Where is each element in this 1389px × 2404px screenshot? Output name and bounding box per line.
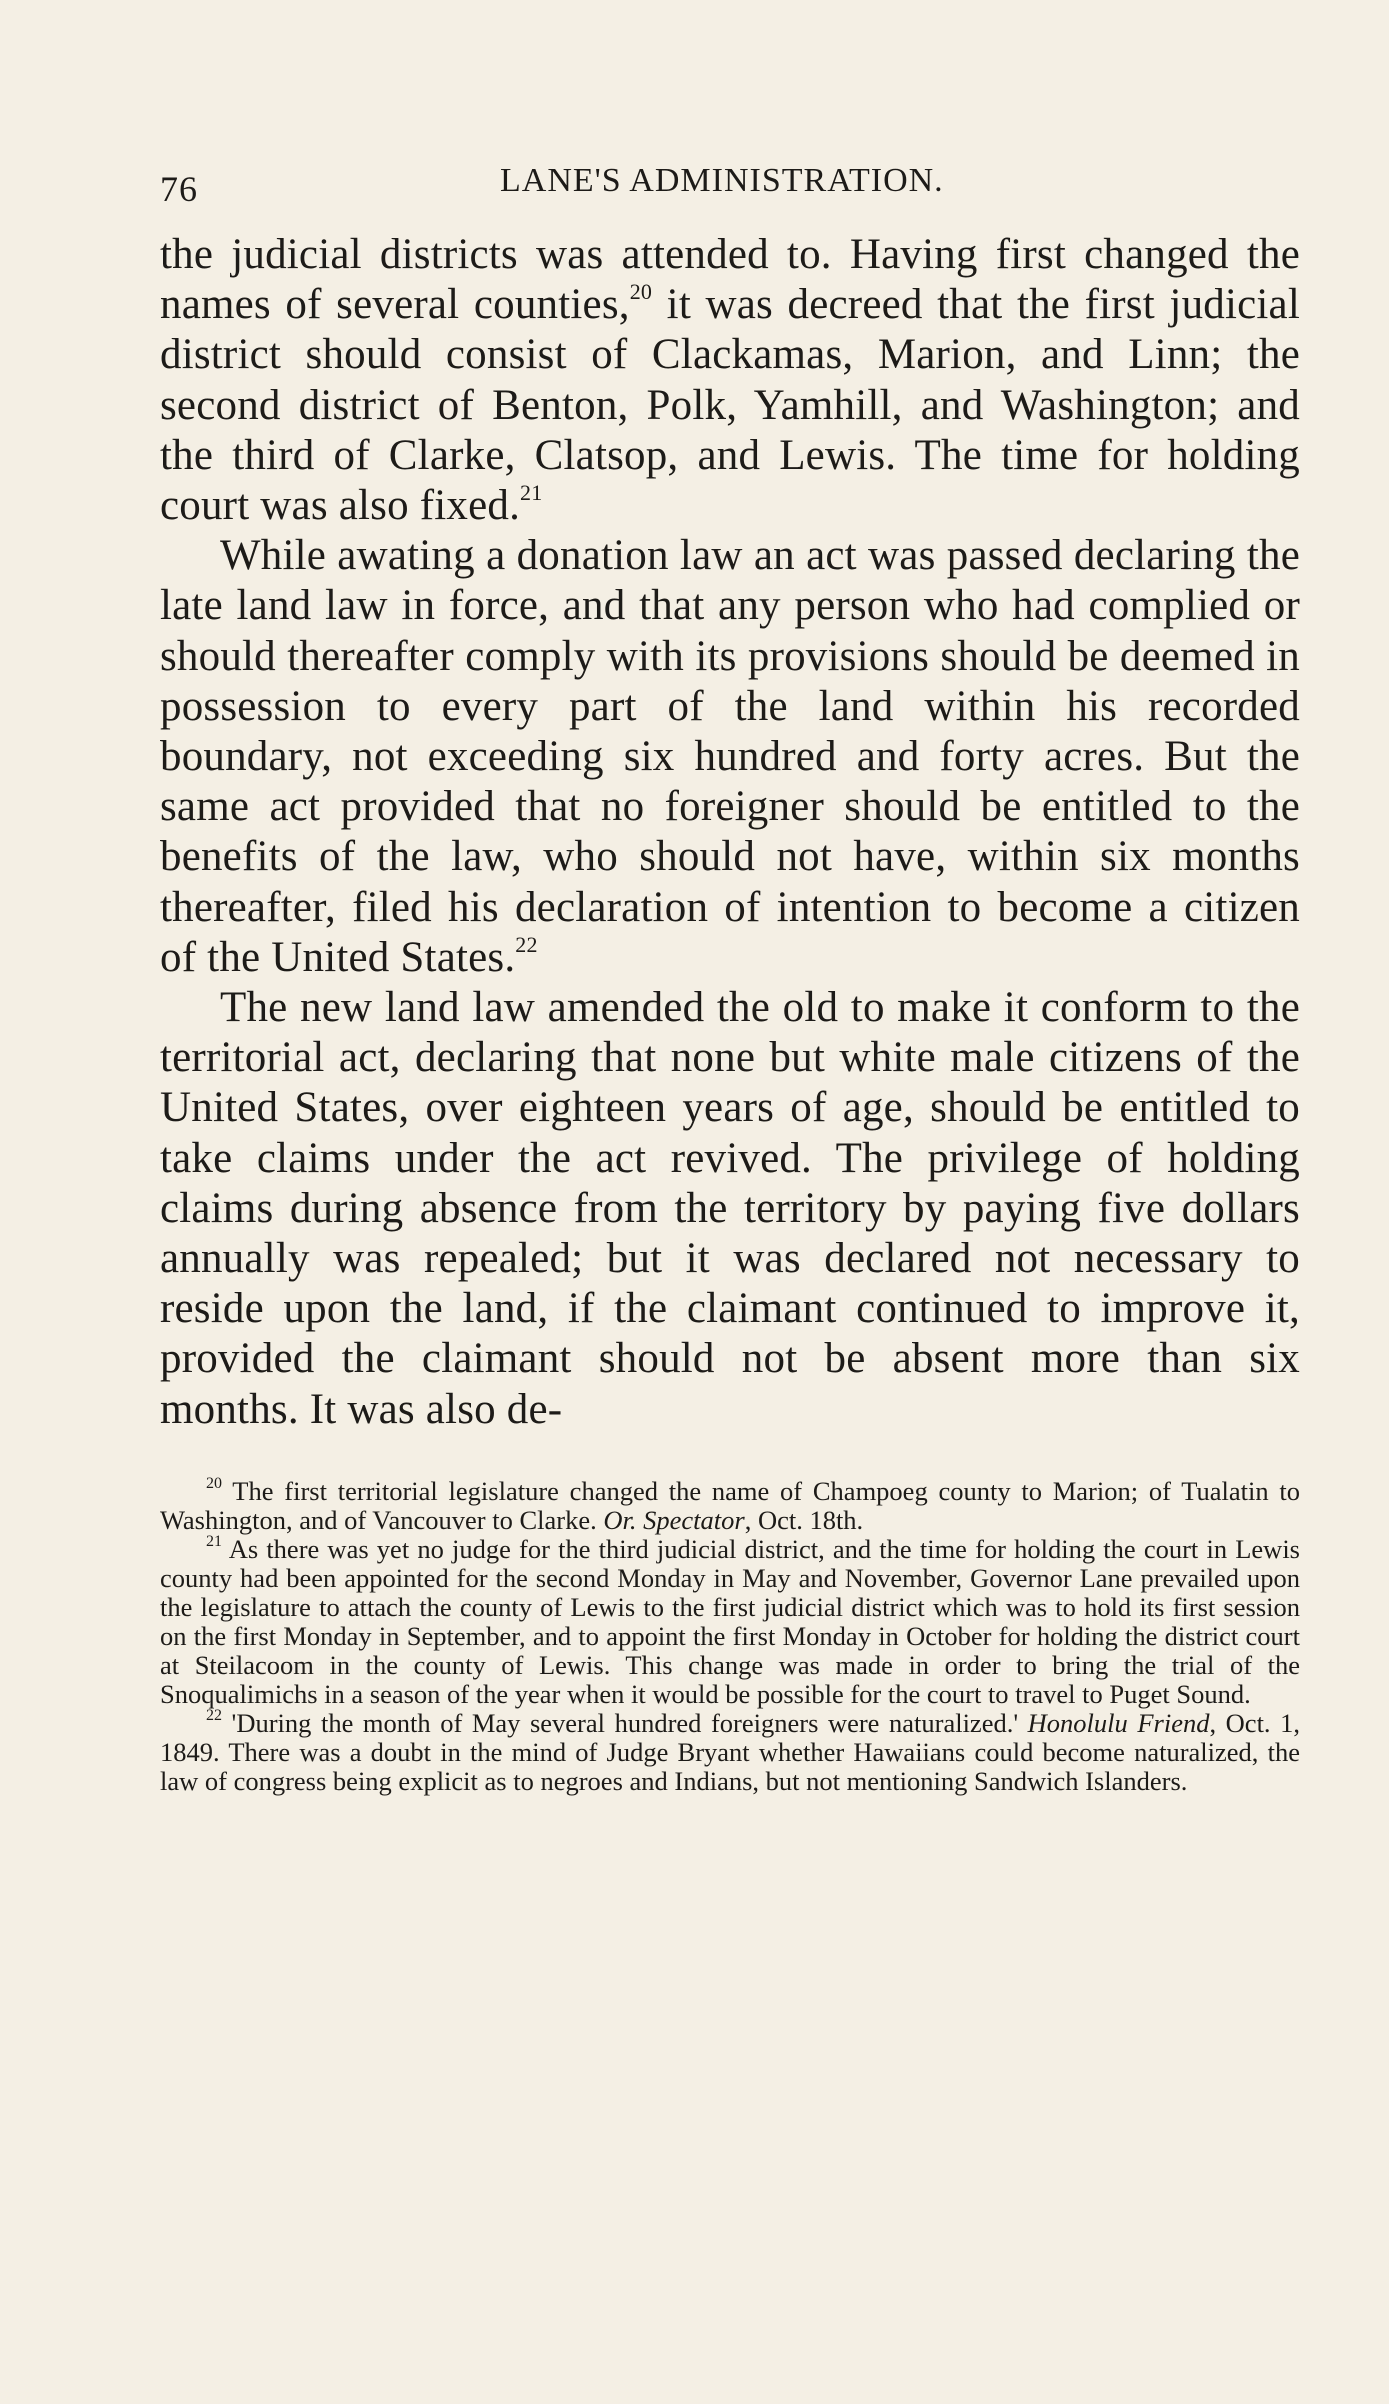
paragraph-2-text: While awating a donation law an act was passed declaring the late land law in force, and that any person who had complied or should thereafter comply with its provisions should be deemed in possession to every part of the land within his recorded boundary, not exceeding six hundred and forty acres. But the same act provided that no foreigner should be entitled to the benefits of the law, who should not have, within six months thereafter, filed his declaration of intention to become a citizen of the United States. — [160, 532, 1300, 981]
footnote-22-source: Honolulu Friend — [1027, 1707, 1210, 1738]
paragraph-3-text: The new land law amended the old to make it conform to the territorial act, declaring that none but white male citizens of the United States, over eighteen years of age, should be entitled to take claims under the act revived. The privilege of holding claims during absence from the territory by paying five dollars annually was repealed; but it was declared not necessary to reside upon the land, if the claimant continued to improve it, provided the claimant should not be absent more than six months. It was also de- — [160, 984, 1300, 1433]
footnote-ref-22: 22 — [515, 931, 538, 957]
footnote-20-text-a: The first territorial legislature changed the name of Champoeg county to Marion; of Tualatin to Washington, and of Vancouver to Clarke. — [160, 1475, 1300, 1535]
body-text — [160, 230, 1300, 1435]
footnote-21-number: 21 — [206, 1533, 222, 1551]
running-title: LANE'S ADMINISTRATION. — [500, 162, 944, 199]
footnote-ref-21: 21 — [520, 479, 543, 505]
running-head — [160, 150, 1300, 210]
page-number: 76 — [160, 169, 198, 209]
footnote-22-number: 22 — [206, 1707, 222, 1725]
footnote-20-number: 20 — [206, 1475, 222, 1493]
footnote-22 — [160, 1709, 1300, 1796]
footnote-20-text-b: , Oct. 18th. — [744, 1504, 864, 1535]
footnote-ref-20: 20 — [629, 278, 653, 304]
paragraph-1-text-b: it was decreed that the first judicial district should consist of Clackamas, Marion, and Linn; the second district of Benton, Polk, Yamhill, and Washington; and the third of Clarke, Clatsop, and Lewis. The time for holding court was also fixed. — [160, 281, 1300, 530]
paragraph-1-text-a: the judicial districts was attended to. Having first changed the names of several counties, — [160, 231, 1300, 329]
paragraph-2 — [160, 531, 1300, 983]
footnote-21-text: As there was yet no judge for the third judicial district, and the time for holding the court in Lewis county had been appointed for the second Monday in May and November, Governor Lane prevailed upon the legislature to attach the county of Lewis to the first judicial district which was to hold its first session on the first Monday in September, and to appoint the first Monday in October for holding the district court at Steilacoom in the county of Lewis. This change was made in order to bring the trial of the Snoqualimichs in a season of the year when it would be possible for the court to travel to Puget Sound. — [160, 1533, 1300, 1709]
footnotes — [160, 1477, 1300, 1796]
footnote-20 — [160, 1477, 1300, 1535]
paragraph-1 — [160, 230, 1300, 531]
book-page — [160, 150, 1300, 1796]
footnote-20-source: Or. Spectator — [603, 1504, 745, 1535]
paragraph-3 — [160, 983, 1300, 1435]
footnote-22-text-a: 'During the month of May several hundred foreigners were naturalized.' — [222, 1707, 1028, 1738]
footnote-21 — [160, 1535, 1300, 1709]
footnote-22-text-b: , Oct. 1, 1849. There was a doubt in the mind of Judge Bryant whether Hawaiians could become naturalized, the law of congress being explicit as to negroes and Indians, but not mentioning Sandwich Islanders. — [160, 1707, 1300, 1796]
